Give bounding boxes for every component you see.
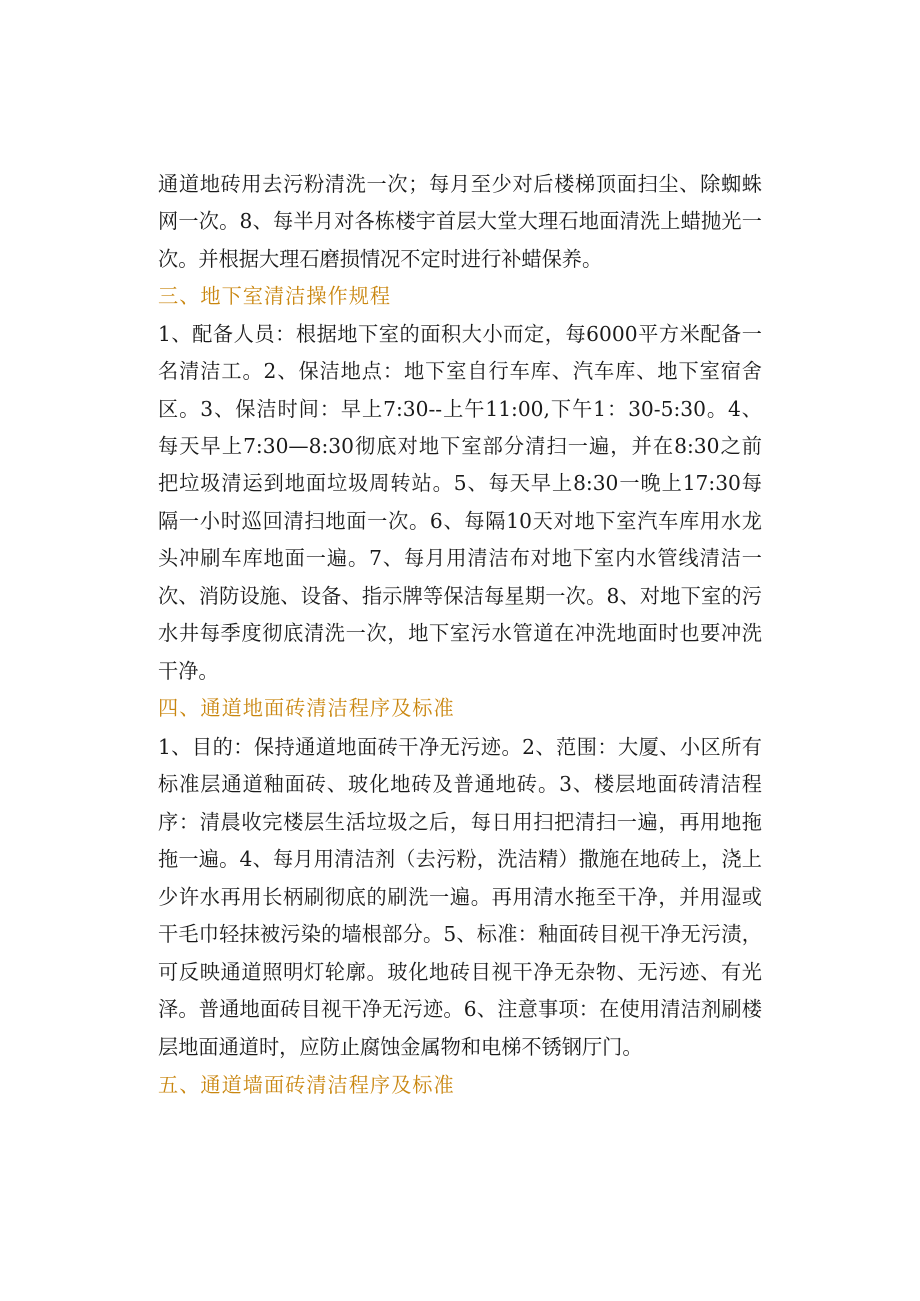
paragraph-line: 把垃圾清运到地面垃圾周转站。5、每天早上8:30一晚上17:30每: [158, 471, 762, 495]
paragraph-line: 可反映通道照明灯轮廓。玻化地砖目视干净无杂物、无污迹、有光: [158, 960, 762, 984]
paragraph-line: 序：清晨收完楼层生活垃圾之后，每日用扫把清扫一遍，再用地拖: [158, 810, 762, 834]
paragraph-line: 次。并根据大理石磨损情况不定时进行补蜡保养。: [158, 247, 603, 271]
paragraph-line: 少许水再用长柄刷彻底的刷洗一遍。再用清水拖至干净，并用湿或: [158, 885, 762, 909]
paragraph-line: 1、目的：保持通道地面砖干净无污迹。2、范围：大厦、小区所有: [158, 735, 762, 759]
paragraph-line: 通道地砖用去污粉清洗一次；每月至少对后楼梯顶面扫尘、除蜘蛛: [158, 172, 762, 196]
paragraph-line: 每天早上7:30—8:30彻底对地下室部分清扫一遍，并在8:30之前: [158, 434, 762, 458]
paragraph-line: 干毛巾轻抹被污染的墙根部分。5、标准：釉面砖目视干净无污渍，: [158, 922, 762, 946]
paragraph-line: 标准层通道釉面砖、玻化地砖及普通地砖。3、楼层地面砖清洁程: [158, 772, 762, 796]
paragraph-line: 拖一遍。4、每月用清洁剂（去污粉，洗洁精）撒施在地砖上，浇上: [158, 847, 762, 871]
section-heading-floor-tiles: 四、通道地面砖清洁程序及标准: [158, 696, 455, 720]
paragraph-line: 次、消防设施、设备、指示牌等保洁每星期一次。8、对地下室的污: [158, 584, 762, 608]
paragraph-line: 泽。普通地面砖目视干净无污迹。6、注意事项：在使用清洁剂刷楼: [158, 997, 762, 1021]
paragraph-line: 干净。: [158, 659, 219, 683]
paragraph-line: 名清洁工。2、保洁地点：地下室自行车库、汽车库、地下室宿舍: [158, 359, 762, 383]
paragraph-line: 头冲刷车库地面一遍。7、每月用清洁布对地下室内水管线清洁一: [158, 546, 762, 570]
paragraph-line: 层地面通道时，应防止腐蚀金属物和电梯不锈钢厅门。: [158, 1035, 643, 1059]
section-heading-basement: 三、地下室清洁操作规程: [158, 284, 392, 308]
paragraph-line: 水井每季度彻底清洗一次，地下室污水管道在冲洗地面时也要冲洗: [158, 621, 762, 645]
section-heading-wall-tiles: 五、通道墙面砖清洁程序及标准: [158, 1073, 455, 1097]
paragraph-line: 区。3、保洁时间：早上7:30--上午11:00,下午1：30-5:30。4、: [158, 397, 762, 421]
paragraph-line: 隔一小时巡回清扫地面一次。6、每隔10天对地下室汽车库用水龙: [158, 509, 762, 533]
paragraph-line: 网一次。8、每半月对各栋楼宇首层大堂大理石地面清洗上蜡抛光一: [158, 209, 762, 233]
paragraph-line: 1、配备人员：根据地下室的面积大小而定，每6000平方米配备一: [158, 322, 762, 346]
